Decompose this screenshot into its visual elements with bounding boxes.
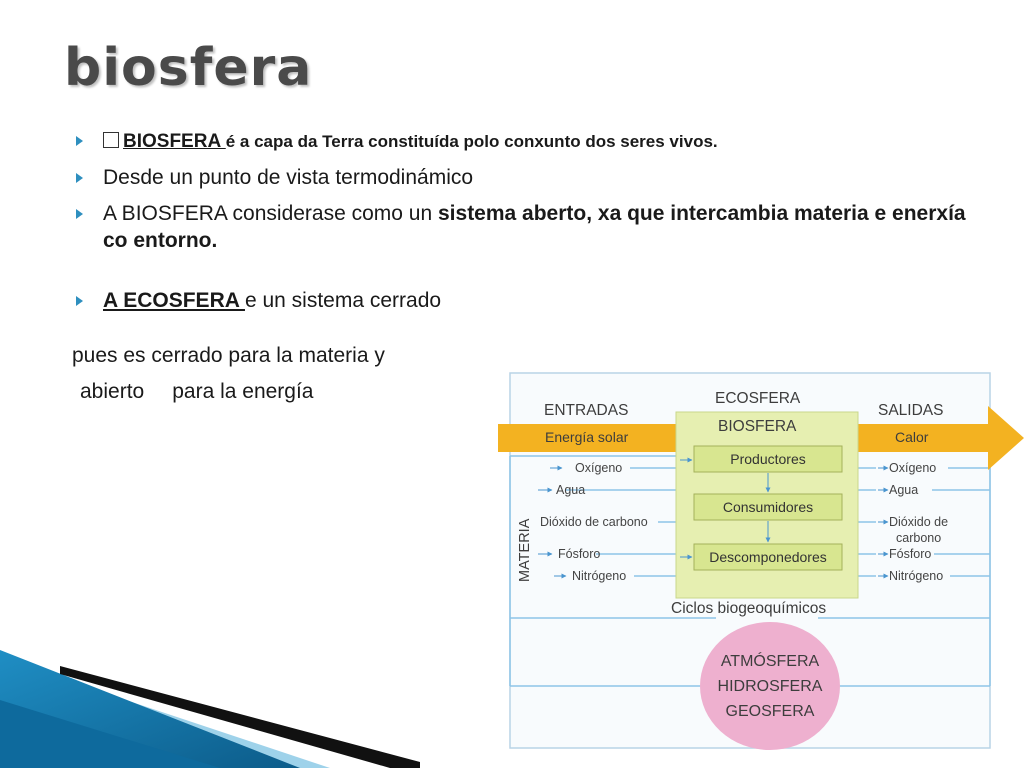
left-item-fosforo: Fósforo	[558, 547, 601, 561]
energia-line	[80, 378, 314, 405]
atmosfera-label: ATMÓSFERA	[720, 653, 820, 670]
left-item-oxigeno: Oxígeno	[575, 461, 623, 475]
left-item-agua: Agua	[556, 483, 586, 497]
right-item-agua: Agua	[889, 483, 919, 497]
sistema-aberto-intro: A BIOSFERA considerase como un	[103, 202, 438, 225]
materia-vertical-label: MATERIA	[517, 518, 533, 582]
salidas-label: SALIDAS	[878, 402, 944, 419]
entradas-label: ENTRADAS	[544, 402, 629, 419]
descomponedores-label: Descomponedores	[709, 549, 827, 565]
biosfera-label: BIOSFERA	[718, 418, 797, 435]
bullet-arrow-icon	[76, 173, 83, 183]
slide-title: biosfera	[64, 38, 313, 98]
decorative-corner-stripes	[0, 640, 600, 768]
biosfera-term-text: BIOSFERA	[123, 131, 226, 152]
bullet-biosfera-definition	[76, 128, 976, 155]
termodinamico-text: Desde un punto de vista termodinámico	[103, 166, 474, 189]
right-item-carbono: carbono	[896, 531, 942, 545]
bullet-arrow-icon	[76, 136, 83, 146]
consumidores-label: Consumidores	[722, 499, 814, 515]
ecosfera-label: ECOSFERA	[715, 390, 801, 407]
productores-label: Productores	[730, 451, 806, 467]
calor-label: Calor	[895, 429, 929, 445]
right-item-fosforo: Fósforo	[889, 547, 932, 561]
materia-line: pues es cerrado para la materia y	[72, 344, 385, 367]
geosfera-label: GEOSFERA	[725, 703, 815, 720]
right-item-dioxido: Dióxido de	[889, 515, 949, 529]
bullet-termodinamico	[76, 164, 976, 191]
right-item-oxigeno: Oxígeno	[889, 461, 937, 475]
ecosfera-term: A ECOSFERA	[103, 289, 245, 312]
bullet-list	[76, 128, 976, 314]
biosfera-definition-text: é a capa da Terra constituída polo conxunto dos seres vivos.	[225, 132, 718, 151]
biosfera-term	[103, 131, 226, 152]
bullet-sistema-aberto	[76, 200, 976, 254]
sistema-aberto-bold: sistema aberto, xa que intercambia materia e enerxía co entorno.	[103, 202, 966, 252]
bullet-ecosfera	[76, 287, 976, 314]
missing-glyph-icon	[103, 132, 119, 148]
abierto-word: abierto	[80, 380, 145, 403]
ecosfera-text: e un sistema cerrado	[244, 289, 442, 312]
left-item-nitrogeno: Nitrógeno	[572, 569, 627, 583]
bullet-arrow-icon	[76, 296, 83, 306]
hidrosfera-label: HIDROSFERA	[717, 678, 823, 695]
ciclos-label: Ciclos biogeoquímicos	[671, 600, 827, 617]
energia-solar-label: Energía solar	[545, 429, 629, 445]
left-item-dioxido: Dióxido de carbono	[540, 515, 648, 529]
right-item-nitrogeno: Nitrógeno	[889, 569, 944, 583]
bullet-arrow-icon	[76, 209, 83, 219]
energia-phrase: para la energía	[172, 380, 314, 403]
